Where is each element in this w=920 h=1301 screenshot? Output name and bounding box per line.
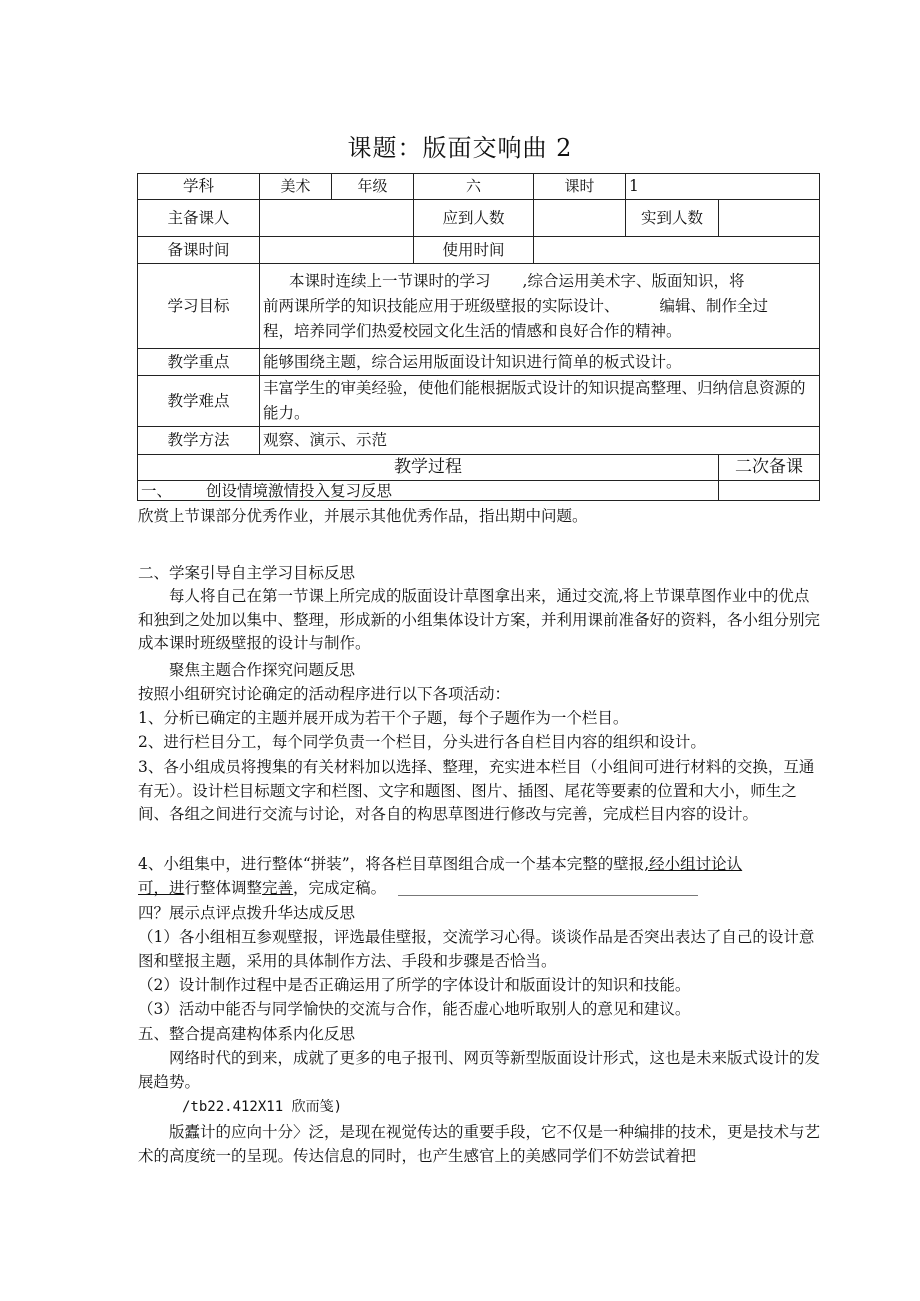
paragraph-5: 网络时代的到来，成就了更多的电子报刊、网页等新型版面设计形式，这也是未来版式设计的发展趋势。 xyxy=(138,1049,821,1091)
garbled-code-line: /tb22.412X11 欣而笺) xyxy=(182,1099,343,1115)
grade-label: 年级 xyxy=(332,174,414,200)
second-prep-cell xyxy=(719,481,820,501)
use-time-label: 使用时间 xyxy=(414,237,534,264)
table-row xyxy=(138,481,820,501)
grade-value: 六 xyxy=(414,174,534,200)
paragraph-3: 按照小组研究讨论确定的活动程序进行以下各项活动： xyxy=(138,685,511,703)
paragraph-6: 版蠹计的应向十分〉泛，是现在视觉传达的重要手段，它不仅是一种编排的技术，更是技术与艺术的高度统一的呈现。传达信息的同时，也产生感官上的美感同学们不妨尝试着把 xyxy=(138,1123,821,1165)
prep-time-value xyxy=(260,237,414,264)
section-heading-2: 二、学案引导自主学习目标反思 xyxy=(138,564,356,582)
teacher-label: 主备课人 xyxy=(138,200,260,237)
actual-count-label: 实到人数 xyxy=(626,200,719,237)
method-value: 观察、演示、示范 xyxy=(260,427,820,455)
prep-time-label: 备课时间 xyxy=(138,237,260,264)
table-row xyxy=(138,174,820,200)
subject-value: 美术 xyxy=(260,174,332,200)
table-row xyxy=(138,264,820,349)
lesson-info-table xyxy=(137,173,820,501)
section-heading-5: 五、整合提高建构体系内化反思 xyxy=(138,1025,356,1043)
list-item: 2、进行栏目分工，每个同学负责一个栏目，分头进行各自栏目内容的组织和设计。 xyxy=(138,733,706,751)
evaluation-item: （1）各小组相互参观壁报，评选最佳壁报，交流学习心得。谈谈作品是否突出表达了自己的设计意图和壁报主题，采用的具体制作方法、手段和步骤是否恰当。 xyxy=(138,928,815,970)
hours-label: 课时 xyxy=(534,174,626,200)
evaluation-item: （3）活动中能否与同学愉快的交流与合作，能否虚心地听取别人的意见和建议。 xyxy=(138,1000,691,1018)
page-title: 课题：版面交响曲 2 xyxy=(347,134,573,162)
goals-label: 学习目标 xyxy=(138,264,260,349)
expected-count-value xyxy=(534,200,626,237)
teacher-value xyxy=(260,200,414,237)
section-heading-3: 聚焦主题合作探究问题反思 xyxy=(169,661,356,679)
use-time-value xyxy=(534,237,820,264)
process-header: 教学过程 xyxy=(138,455,719,481)
table-row xyxy=(138,376,820,427)
goals-value: 本课时连续上一节课时的学习 ,综合运用美术字、版面知识，将 前两课所学的知识技能应用于班级壁报的实际设计、 编辑、制作全过 程，培养同学们热爱校园文化生活的情感和良好合作的精神。 xyxy=(260,264,820,349)
table-row xyxy=(138,237,820,264)
actual-count-value xyxy=(719,200,820,237)
blank-line xyxy=(398,881,698,896)
step1-cell: 一、 创设情境激情投入复习反思 xyxy=(138,481,719,501)
method-label: 教学方法 xyxy=(138,427,260,455)
table-row xyxy=(138,455,820,481)
section-heading-4: 四？展示点评点拨升华达成反思 xyxy=(138,904,356,922)
focus-value: 能够围绕主题，综合运用版面设计知识进行简单的板式设计。 xyxy=(260,349,820,376)
table-row xyxy=(138,349,820,376)
difficulty-value: 丰富学生的审美经验，使他们能根据版式设计的知识提高整理、归纳信息资源的能力。 xyxy=(260,376,820,427)
evaluation-item: （2）设计制作过程中是否正确运用了所学的字体设计和版面设计的知识和技能。 xyxy=(138,976,691,994)
list-item: 3、各小组成员将搜集的有关材料加以选择、整理，充实进本栏目（小组间可进行材料的交换，互通有无）。设计栏目标题文字和栏图、文字和题图、图片、插图、尾花等要素的位置和大小，师生之间、各组之间进行交流与讨论，对各自的构思草图进行修改与完善，完成栏目内容的设计。 xyxy=(138,758,815,823)
focus-label: 教学重点 xyxy=(138,349,260,376)
second-prep-header: 二次备课 xyxy=(719,455,820,481)
difficulty-label: 教学难点 xyxy=(138,376,260,427)
subject-label: 学科 xyxy=(138,174,260,200)
list-item: 1、分析已确定的主题并展开成为若干个子题，每个子题作为一个栏目。 xyxy=(138,709,629,727)
paragraph-2: 每人将自己在第一节课上所完成的版面设计草图拿出来，通过交流,将上节课草图作业中的优点和独到之处加以集中、整理，形成新的小组集体设计方案，并利用课前准备好的资料，各小组分别完成本课时班级壁报的设计与制作。 xyxy=(138,587,821,652)
list-item: 4、小组集中，进行整体“拼装”，将各栏目草图组合成一个基本完整的壁报,经小组讨论认 可，进行整体调整完善，完成定稿。 xyxy=(138,855,743,897)
paragraph-appreciate: 欣赏上节课部分优秀作业，并展示其他优秀作品，指出期中问题。 xyxy=(138,507,588,525)
table-row xyxy=(138,200,820,237)
table-row xyxy=(138,427,820,455)
hours-value: 1 xyxy=(626,174,820,200)
expected-count-label: 应到人数 xyxy=(414,200,534,237)
